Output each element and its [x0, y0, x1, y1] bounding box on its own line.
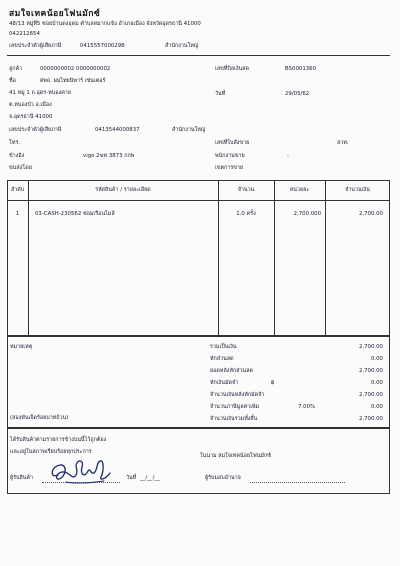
salesman-label: พนักงานขาย: [215, 153, 245, 159]
total-label-1: หักส่วนลด: [210, 356, 234, 362]
salesman-value: -: [287, 153, 289, 159]
total-value-5: 0.00: [370, 404, 383, 410]
authorized-signature-line: [250, 482, 345, 483]
authorized-label: ผู้รับมอบอำนาจ: [205, 475, 241, 481]
col-divider-1: [28, 180, 29, 336]
received-line-1: ได้รับสินค้าตามรายการข้างบนนี้ไว้ถูกต้อง: [10, 437, 107, 443]
header-qty: จำนวน: [237, 187, 255, 193]
total-value-0: 2,700.00: [358, 344, 383, 350]
doc-date-label: วันที่: [215, 91, 226, 97]
row-no: 1: [15, 211, 20, 217]
row-qty: 1.0 ครั้ง: [236, 211, 256, 217]
amount-in-words: (สองพันเจ็ดร้อยบาทถ้วน): [10, 415, 69, 421]
total-label-2: ยอดหลังหักส่วนลด: [210, 368, 254, 374]
date-blank: __/__/__: [140, 475, 160, 481]
total-label-5: จำนวนภาษีมูลค่าเพิ่ม: [210, 404, 260, 410]
received-line-2: และอยู่ในสภาพเรียบร้อยทุกประการ: [10, 449, 92, 455]
on-behalf: ในนาม สมใจเทคน้อยโฟนมักซ์: [200, 453, 271, 459]
header-desc: รหัสสินค้า / รายละเอียด: [95, 187, 151, 193]
customer-branch: สำนักงานใหญ่: [172, 127, 206, 133]
row-price: 2,700.000: [293, 211, 321, 217]
header-price: หน่วยละ: [289, 187, 310, 193]
vat-rate: 7.00%: [298, 404, 316, 410]
header-divider: [7, 55, 390, 56]
receiver-label: ผู้รับสินค้า: [10, 475, 34, 481]
total-value-2: 2,700.00: [358, 368, 383, 374]
handwritten-signature: [46, 455, 116, 487]
company-branch: สำนักงานใหญ่: [165, 43, 199, 49]
car-ref-label: ข้างอิง: [9, 153, 25, 159]
company-tax-id: 0415557000298: [80, 43, 125, 49]
sales-area-label: เขตการขาย: [215, 165, 244, 171]
items-table: [7, 180, 390, 336]
customer-phone-label: โทร.: [9, 140, 21, 146]
header-no: ลำดับ: [10, 187, 25, 193]
total-label-6: จำนวนเงินรวมทั้งสิ้น: [210, 416, 258, 422]
col-divider-3: [274, 180, 275, 336]
date-label: วันที่: [126, 475, 137, 481]
col-divider-4: [325, 180, 326, 336]
customer-tax-id: 0413544000837: [95, 127, 140, 133]
customer-address-3: จ.อุดรธานี 41000: [9, 114, 53, 120]
customer-tax-label: เลขประจำตัวผู้เสียภาษี: [9, 127, 62, 133]
customer-code-label: ลูกค้า: [9, 66, 23, 72]
header-amount: จำนวนเงิน: [345, 187, 370, 193]
customer-name: ศพถ. ผมไทยนิพาร์ เช่นเตอร์: [40, 78, 106, 84]
customer-address-1: 41 หมู่ 1 ถ.อุดร-หนองคาย: [9, 90, 71, 96]
company-phone: 042212654: [9, 31, 40, 37]
total-value-6: 2,700.00: [358, 416, 383, 422]
customer-code: 0000000002 0000000002: [40, 66, 111, 72]
customer-name-label: ชื่อ: [9, 78, 16, 84]
total-value-1: 0.00: [370, 356, 383, 362]
total-label-4: จำนวนเงินหลังหักมัดจำ: [210, 392, 265, 398]
total-value-4: 2,700.00: [358, 392, 383, 398]
remarks-label: หมายเหตุ: [10, 344, 33, 350]
doc-date: 29/05/62: [285, 91, 310, 97]
doc-number: BS0001360: [285, 66, 317, 72]
row-amount: 2,700.00: [358, 211, 383, 217]
company-address: 48/13 หมู่ที่5 ซอยบ้านดงอุดม ตำบลหมากแข้ง อำเภอเมือง จังหวัดอุดรธานี 41000: [9, 21, 201, 27]
col-divider-2: [218, 180, 219, 336]
total-label-0: รวมเป็นเงิน: [210, 344, 237, 350]
deposit-unit: ฿: [271, 380, 275, 386]
row-desc: 03-CASH-230562 ซ่อมเรือนไมล์: [35, 211, 115, 217]
total-label-3: หักเงินมัดจำ: [210, 380, 239, 386]
doc-number-label: เลขที่บิลเงินสด: [215, 66, 250, 72]
total-value-3: 0.00: [370, 380, 383, 386]
company-name: สมใจเทคน้อยโฟนมักซ์: [9, 8, 101, 18]
customer-address-2: ต.หนองบัว อ.เมือง: [9, 102, 52, 108]
items-header-divider: [7, 200, 390, 201]
car-ref-value: vigo 2ฆท 3873 กกพ: [83, 153, 135, 159]
po-label: เลขที่ใบสั่งขาย: [215, 140, 250, 146]
company-tax-label: เลขประจำตัวผู้เสียภาษี: [9, 43, 62, 49]
credit-label: ลวท.: [337, 140, 349, 146]
ship-label: ขนส่งโดย: [9, 165, 32, 171]
